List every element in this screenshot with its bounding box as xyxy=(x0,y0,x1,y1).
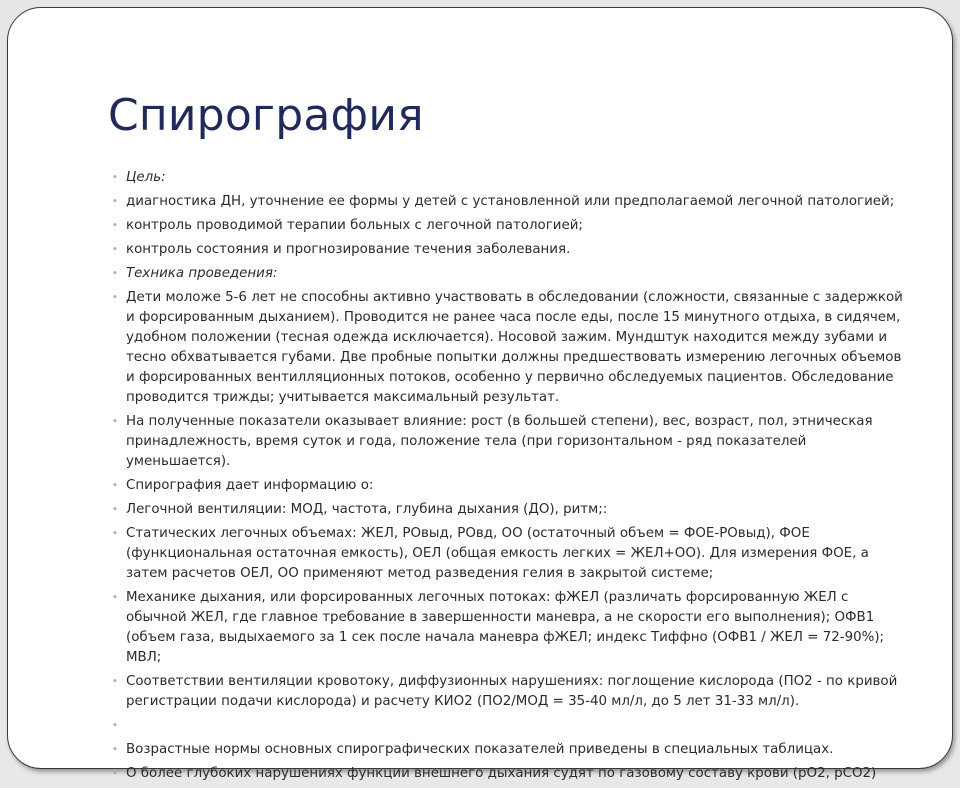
list-item-text: Спирография дает информацию о: xyxy=(126,478,374,493)
list-item-text: Соответствии вентиляции кровотоку, диффузионных нарушениях: поглощение кислорода (ПО2 - по кривой регистрации подачи кислорода) и расчету КИО2 (ПО2/МОД = 35-40 мл/л, до 5 лет 31-33 мл/л). xyxy=(126,674,898,709)
list-item-text: Дети моложе 5-6 лет не способны активно участвовать в обследовании (сложности, связанные с задержкой и форсированным дыханием). Проводится не ранее часа после еды, после 15 минутного отдыха, в сидячем, удобном положении (тесная одежда исключается). Носовой зажим. Мундштук находится между зубами и тесно обхватывается губами. Две пробные попытки должны предшествовать измерению легочных объемов и форсированных вентилляционных потоков, особенно у первично обследуемых пациентов. Обследование проводится трижды; учитывается максимальный результат. xyxy=(126,290,903,405)
bullet-icon: • xyxy=(112,244,118,255)
list-item xyxy=(112,264,912,284)
list-item xyxy=(112,740,912,760)
bullet-icon: • xyxy=(112,504,118,515)
list-item xyxy=(112,216,912,236)
bullet-icon: • xyxy=(112,268,118,279)
list-item xyxy=(112,500,912,520)
bullet-icon: • xyxy=(112,416,118,427)
list-item-text: Техника проведения: xyxy=(126,266,278,281)
list-item xyxy=(112,240,912,260)
list-item-text: Механике дыхания, или форсированных легочных потоках: фЖЕЛ (различать форсированную ЖЕЛ с обычной ЖЕЛ, где главное требование в завершенности маневра, а не скорости его выполнения); ОФВ1 (объем газа, выдыхаемого за 1 сек после начала маневра фЖЕЛ; индекс Тиффно (ОФВ1 / ЖЕЛ = 72-90%); МВЛ; xyxy=(126,590,885,665)
list-item-text: Цель: xyxy=(126,170,166,185)
bullet-icon: • xyxy=(112,744,118,755)
list-item xyxy=(112,764,912,784)
list-item-text: На полученные показатели оказывает влияние: рост (в большей степени), вес, возраст, пол, этническая принадлежность, время суток и года, положение тела (при горизонтальном - ряд показателей уменьшается). xyxy=(126,414,873,469)
list-item xyxy=(112,412,912,472)
bullet-icon: • xyxy=(112,768,118,779)
bullet-icon: • xyxy=(112,676,118,687)
bullet-list xyxy=(112,168,912,788)
list-item xyxy=(112,288,912,408)
list-item-text: О более глубоких нарушениях функции внешнего дыхания судят по газовому составу крови (рО2, рСО2) xyxy=(126,766,877,781)
list-item xyxy=(112,716,912,736)
bullet-icon: • xyxy=(112,592,118,603)
list-item-text: контроль проводимой терапии больных с легочной патологией; xyxy=(126,218,583,233)
list-item-text: диагностика ДН, уточнение ее формы у детей с установленной или предполагаемой легочной патологией; xyxy=(126,194,895,209)
list-item xyxy=(112,168,912,188)
bullet-icon: • xyxy=(112,172,118,183)
slide-title: Спирография xyxy=(108,90,424,141)
list-item-text: контроль состояния и прогнозирование течения заболевания. xyxy=(126,242,571,257)
slide-content-card xyxy=(7,7,953,781)
list-item-text: Легочной вентиляции: МОД, частота, глубина дыхания (ДО), ритм;: xyxy=(126,502,608,517)
list-item xyxy=(112,192,912,212)
bullet-icon: • xyxy=(112,196,118,207)
bullet-icon: • xyxy=(112,480,118,491)
bullet-icon: • xyxy=(112,220,118,231)
list-item xyxy=(112,588,912,668)
list-item-text: Статических легочных объемах: ЖЕЛ, РОвыд, РОвд, ОО (остаточный объем = ФОЕ-РОвыд), ФОЕ (функциональная остаточная емкость), ОЕЛ (общая емкость легких = ЖЕЛ+ОО). Для измерения ФОЕ, а затем расчетов ОЕЛ, ОО применяют метод разведения гелия в закрытой системе; xyxy=(126,526,869,581)
bullet-icon: • xyxy=(112,720,118,731)
bullet-icon: • xyxy=(112,528,118,539)
list-item xyxy=(112,672,912,712)
list-item xyxy=(112,524,912,584)
list-item-text: Возрастные нормы основных спирографических показателей приведены в специальных таблицах. xyxy=(126,742,834,757)
list-item xyxy=(112,476,912,496)
bullet-icon: • xyxy=(112,292,118,303)
